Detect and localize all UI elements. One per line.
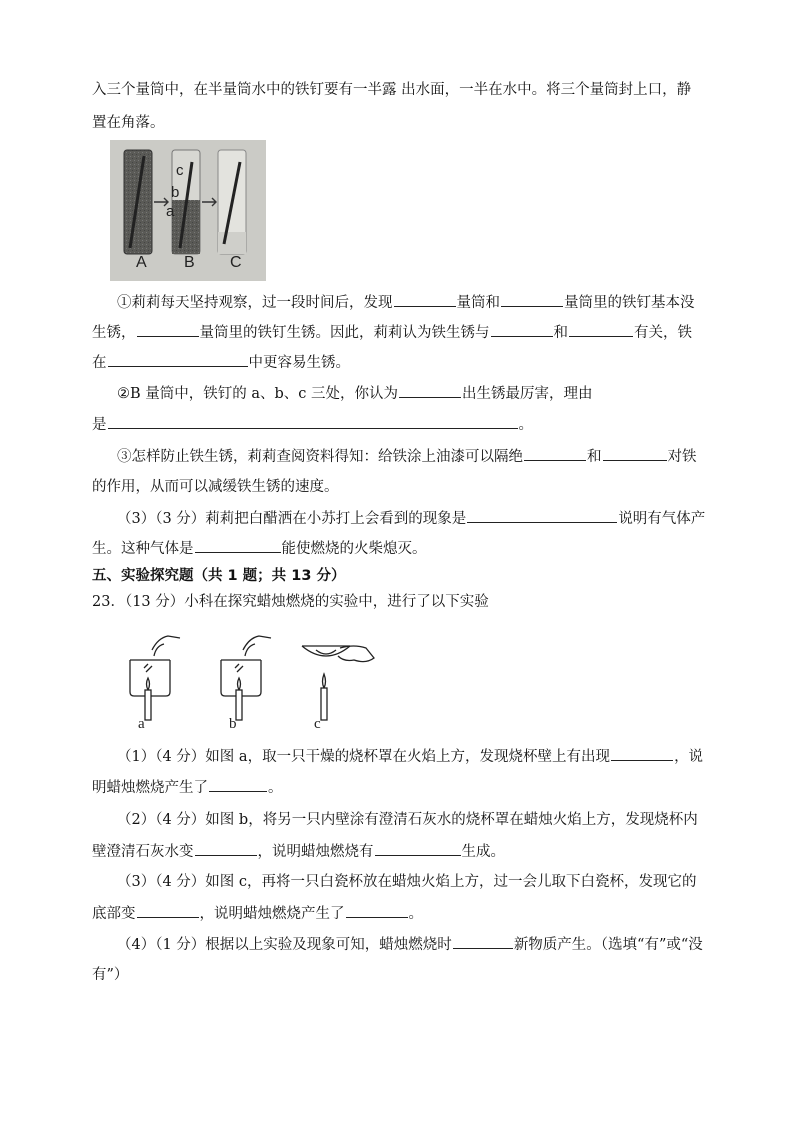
answer-blank[interactable] bbox=[491, 322, 553, 337]
q1-text: 和 bbox=[553, 325, 568, 341]
answer-blank[interactable] bbox=[524, 446, 586, 461]
q2-text: 。 bbox=[518, 417, 533, 433]
answer-blank[interactable] bbox=[394, 292, 456, 307]
q23-text: 生成。 bbox=[461, 844, 505, 860]
candle-experiments-figure bbox=[116, 628, 386, 738]
beaker-b bbox=[221, 636, 271, 720]
intro-line-1: 入三个量筒中，在半量筒水中的铁钉要有一半露 出水面，一半在水中。将三个量筒封上口，静 bbox=[92, 82, 692, 98]
q4-line-2 bbox=[92, 538, 427, 559]
answer-blank[interactable] bbox=[195, 841, 257, 856]
q23-text: 新物质产生。（选填“有”或“没 bbox=[513, 937, 703, 953]
q2-line-2 bbox=[92, 414, 533, 435]
answer-blank[interactable] bbox=[375, 841, 461, 856]
answer-blank[interactable] bbox=[569, 322, 633, 337]
q4-text: 生。这种气体是 bbox=[92, 541, 194, 557]
intro-line-2: 置在角落。 bbox=[92, 115, 165, 131]
q4-text: 说明有气体产 bbox=[618, 511, 706, 527]
q23-text: ，说明蜡烛燃烧产生了 bbox=[199, 906, 345, 922]
q23-text: 壁澄清石灰水变 bbox=[92, 844, 194, 860]
q23-text: ，说 bbox=[674, 749, 704, 765]
q1-text: 量筒和 bbox=[456, 295, 500, 311]
q23-4-line-2: 有”） bbox=[92, 967, 129, 983]
answer-blank[interactable] bbox=[467, 508, 617, 523]
point-label-a: a bbox=[166, 203, 175, 220]
figure-label-a: a bbox=[138, 716, 145, 732]
q3-text: 对铁 bbox=[667, 449, 697, 465]
beaker-a bbox=[130, 636, 180, 720]
answer-blank[interactable] bbox=[603, 446, 667, 461]
q3-line-2: 的作用，从而可以减缓铁生锈的速度。 bbox=[92, 479, 339, 495]
q23-text: ，说明蜡烛燃烧有 bbox=[257, 844, 374, 860]
q2-text: ②B 量筒中，铁钉的 a、b、c 三处，你认为 bbox=[117, 386, 399, 402]
q23-1-line-1 bbox=[117, 746, 703, 767]
q2-text: 出生锈最厉害，理由 bbox=[462, 386, 593, 402]
q4-line-1 bbox=[117, 508, 705, 529]
q1-text: 中更容易生锈。 bbox=[248, 355, 350, 371]
answer-blank[interactable] bbox=[137, 322, 199, 337]
cylinder-label-a: A bbox=[136, 254, 147, 271]
q23-stem: 23．（13 分）小科在探究蜡烛燃烧的实验中，进行了以下实验 bbox=[92, 594, 489, 610]
cylinder-label-c: C bbox=[230, 254, 242, 271]
q1-text: 有关，铁 bbox=[634, 325, 692, 341]
answer-blank[interactable] bbox=[346, 903, 408, 918]
q4-text: 能使燃烧的火柴熄灭。 bbox=[281, 541, 427, 557]
q1-line-2 bbox=[92, 322, 692, 343]
q23-text: 明蜡烛燃烧产生了 bbox=[92, 780, 208, 796]
answer-blank[interactable] bbox=[209, 777, 267, 792]
porcelain-cup-c bbox=[302, 646, 374, 720]
section-title: 五、实验探究题（共 1 题；共 13 分） bbox=[92, 568, 346, 584]
answer-blank[interactable] bbox=[195, 538, 281, 553]
q2-text: 是 bbox=[92, 417, 107, 433]
q1-line-1 bbox=[117, 292, 695, 313]
q1-text: 量筒里的铁钉生锈。因此，莉莉认为铁生锈与 bbox=[199, 325, 490, 341]
q23-3-line-2 bbox=[92, 903, 423, 924]
q2-line-1 bbox=[117, 383, 593, 404]
q23-2-line-1: （2）（4 分）如图 b，将另一只内壁涂有澄清石灰水的烧杯罩在蜡烛火焰上方，发现烧杯内 bbox=[117, 812, 698, 828]
cylinder-label-b: B bbox=[184, 254, 195, 271]
q3-text: ③怎样防止铁生锈，莉莉查阅资料得知：给铁涂上油漆可以隔绝 bbox=[117, 449, 523, 465]
q3-line-1 bbox=[117, 446, 697, 467]
q23-4-line-1 bbox=[117, 934, 703, 955]
q23-text: 底部变 bbox=[92, 906, 136, 922]
q1-text: 在 bbox=[92, 355, 107, 371]
q1-line-3 bbox=[92, 352, 350, 373]
q23-1-line-2 bbox=[92, 777, 283, 798]
answer-blank[interactable] bbox=[611, 746, 673, 761]
q4-text: （3）（3 分）莉莉把白醋洒在小苏打上会看到的现象是 bbox=[117, 511, 467, 527]
figure-label-b: b bbox=[229, 716, 237, 732]
cylinder-a bbox=[124, 150, 152, 254]
answer-blank[interactable] bbox=[137, 903, 199, 918]
q23-text: （1）（4 分）如图 a，取一只干燥的烧杯罩在火焰上方，发现烧杯壁上有出现 bbox=[117, 749, 611, 765]
point-label-c: c bbox=[176, 162, 184, 179]
q23-3-line-1: （3）（4 分）如图 c，再将一只白瓷杯放在蜡烛火焰上方，过一会儿取下白瓷杯，发现它的 bbox=[117, 874, 697, 890]
q1-text: ①莉莉每天坚持观察，过一段时间后，发现 bbox=[117, 295, 393, 311]
answer-blank[interactable] bbox=[399, 383, 461, 398]
q1-text: 量筒里的铁钉基本没 bbox=[564, 295, 695, 311]
answer-blank[interactable] bbox=[453, 934, 513, 949]
cylinders-photo bbox=[110, 140, 266, 281]
q23-2-line-2 bbox=[92, 841, 505, 862]
figure-label-c: c bbox=[314, 716, 321, 732]
q23-text: （4）（1 分）根据以上实验及现象可知，蜡烛燃烧时 bbox=[117, 937, 452, 953]
answer-blank[interactable] bbox=[501, 292, 563, 307]
q23-text: 。 bbox=[268, 780, 283, 796]
q1-text: 生锈， bbox=[92, 325, 136, 341]
answer-blank[interactable] bbox=[108, 414, 518, 429]
cylinder-c bbox=[218, 150, 246, 254]
q3-text: 和 bbox=[587, 449, 602, 465]
candle-illustration bbox=[116, 628, 386, 738]
answer-blank[interactable] bbox=[108, 352, 248, 367]
point-label-b: b bbox=[171, 184, 180, 201]
q23-text: 。 bbox=[408, 906, 423, 922]
